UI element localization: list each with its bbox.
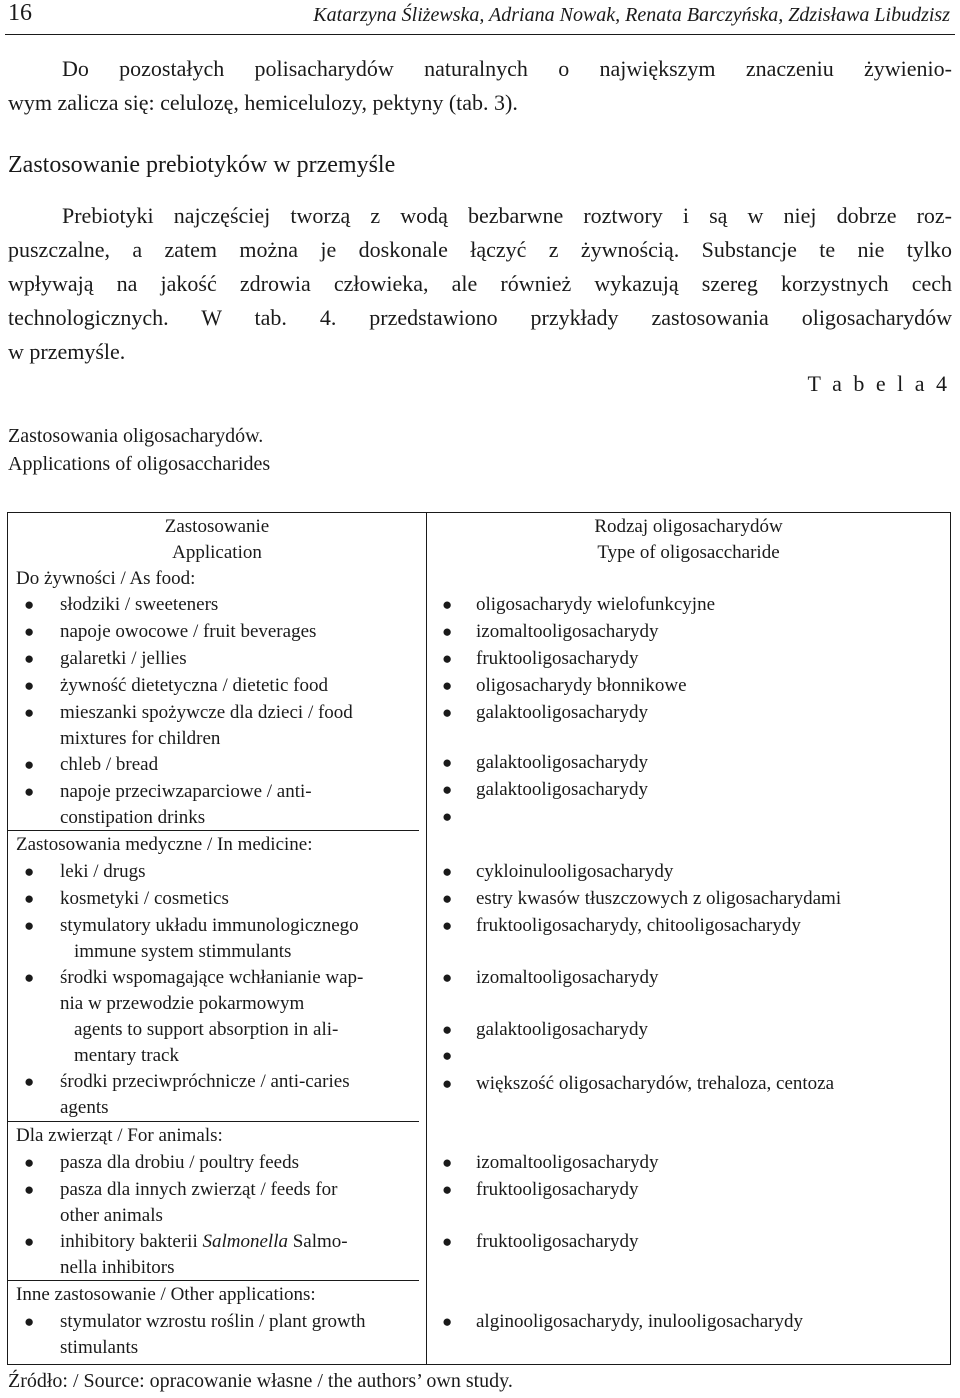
type-item: fruktooligosacharydy (476, 1231, 639, 1252)
table-source: Źródło: / Source: opracowanie własne / the authors’ own study. (8, 1370, 513, 1392)
list-item-text: inhibitory bakterii (60, 1231, 198, 1252)
bullet-icon: ● (24, 782, 35, 801)
column-header-type (427, 514, 950, 566)
type-item: izomaltooligosacharydy (476, 621, 659, 642)
intro-line-1: Do pozostałych polisacharydów naturalnych o największym znaczeniu żywienio- (62, 56, 952, 81)
list-item (60, 1229, 348, 1255)
column-header-application-pl: Zastosowanie (164, 516, 270, 537)
column-header-application (8, 514, 426, 566)
bullet-icon: ● (442, 889, 453, 908)
bullet-icon: ● (24, 862, 35, 881)
column-header-type-en: Type of oligosaccharide (597, 542, 780, 563)
bullet-icon: ● (24, 595, 35, 614)
bullet-icon: ● (24, 1232, 35, 1251)
type-item: alginooligosacharydy, inulooligosacharydy (476, 1311, 803, 1332)
bullet-icon: ● (442, 1232, 453, 1251)
list-item-continuation: agents to support absorption in ali- (74, 1019, 339, 1040)
group-heading-food: Do żywności / As food: (16, 568, 196, 589)
type-item: oligosacharydy błonnikowe (476, 675, 687, 696)
list-item: mieszanki spożywcze dla dzieci / food (60, 702, 353, 723)
section-line-2: puszczalne, a zatem można je doskonale łączyć z żywnością. Substancje te nie tylko (8, 237, 952, 262)
list-item: napoje owocowe / fruit beverages (60, 621, 317, 642)
list-item-continuation: mentary track (74, 1045, 179, 1066)
type-item: fruktooligosacharydy (476, 648, 639, 669)
bullet-icon: ● (442, 1020, 453, 1039)
list-item: galaretki / jellies (60, 648, 187, 669)
table-border-bottom (7, 1364, 951, 1365)
bullet-icon: ● (442, 1074, 453, 1093)
list-item-continuation: agents (60, 1097, 109, 1118)
bullet-icon: ● (442, 780, 453, 799)
list-item-continuation: other animals (60, 1205, 163, 1226)
table-border-right (950, 512, 951, 1365)
list-item: środki przeciwpróchnicze / anti-caries (60, 1071, 350, 1092)
type-item: galaktooligosacharydy (476, 1019, 649, 1040)
list-item-text: Salmo- (292, 1231, 348, 1252)
bullet-icon: ● (24, 755, 35, 774)
list-item: kosmetyki / cosmetics (60, 888, 229, 909)
section-line-5: w przemyśle. (8, 339, 126, 364)
bullet-icon: ● (24, 676, 35, 695)
bullet-icon: ● (442, 968, 453, 987)
bullet-icon: ● (442, 649, 453, 668)
type-item: galaktooligosacharydy (476, 779, 649, 800)
bullet-icon: ● (442, 1153, 453, 1172)
group-rule (8, 1121, 419, 1122)
bullet-icon: ● (442, 676, 453, 695)
type-item: większość oligosacharydów, trehaloza, centoza (476, 1073, 835, 1094)
intro-paragraph (8, 52, 952, 120)
bullet-icon: ● (442, 622, 453, 641)
section-paragraph (8, 199, 952, 369)
bullet-icon: ● (24, 703, 35, 722)
section-line-4: technologicznych. W tab. 4. przedstawiono przykłady zastosowania oligosacharydów (8, 305, 952, 330)
type-item: galaktooligosacharydy (476, 702, 649, 723)
bullet-icon: ● (24, 889, 35, 908)
list-item: chleb / bread (60, 754, 159, 775)
type-item: izomaltooligosacharydy (476, 967, 659, 988)
intro-line-2: wym zalicza się: celulozę, hemicelulozy, pektyny (tab. 3). (8, 90, 518, 115)
list-item: słodziki / sweeteners (60, 594, 219, 615)
section-line-1: Prebiotyki najczęściej tworzą z wodą bezbarwne roztwory i są w niej dobrze roz- (62, 203, 952, 228)
bullet-icon: ● (442, 1312, 453, 1331)
type-item: fruktooligosacharydy (476, 1179, 639, 1200)
bullet-icon: ● (24, 649, 35, 668)
bullet-icon: ● (24, 1072, 35, 1091)
bullet-icon: ● (442, 807, 453, 826)
type-item: oligosacharydy wielofunkcyjne (476, 594, 716, 615)
bullet-icon: ● (24, 968, 35, 987)
list-item-continuation: stimulants (60, 1337, 139, 1358)
group-heading-other: Inne zastosowanie / Other applications: (16, 1284, 316, 1305)
type-item: izomaltooligosacharydy (476, 1152, 659, 1173)
bullet-icon: ● (442, 1180, 453, 1199)
bullet-icon: ● (24, 1153, 35, 1172)
column-header-application-en: Application (172, 542, 262, 563)
list-item: pasza dla drobiu / poultry feeds (60, 1152, 300, 1173)
list-item-continuation: nella inhibitors (60, 1257, 175, 1278)
group-heading-medicine: Zastosowania medyczne / In medicine: (16, 834, 313, 855)
table-border-top (7, 512, 951, 513)
list-item: leki / drugs (60, 861, 146, 882)
table-caption-en: Applications of oligosaccharides (8, 453, 271, 475)
bullet-icon: ● (442, 916, 453, 935)
bullet-icon: ● (442, 753, 453, 772)
list-item-continuation: nia w przewodzie pokarmowym (60, 993, 305, 1014)
table-label: T a b e l a 4 (807, 371, 950, 396)
header-rule (5, 34, 955, 35)
list-item: żywność dietetyczna / dietetic food (60, 675, 329, 696)
bullet-icon: ● (24, 916, 35, 935)
bullet-icon: ● (442, 703, 453, 722)
type-item: estry kwasów tłuszczowych z oligosacharydami (476, 888, 842, 909)
table-caption-pl: Zastosowania oligosacharydów. (8, 425, 264, 447)
list-item-continuation: mixtures for children (60, 728, 221, 749)
bullet-icon: ● (24, 622, 35, 641)
bullet-icon: ● (24, 1312, 35, 1331)
list-item: stymulator wzrostu roślin / plant growth (60, 1311, 366, 1332)
list-item: środki wspomagające wchłanianie wap- (60, 967, 364, 988)
list-item: stymulatory układu immunologicznego (60, 915, 359, 936)
table-column-divider (426, 512, 427, 1365)
list-item-continuation: immune system stimmulants (74, 941, 292, 962)
list-item: pasza dla innych zwierząt / feeds for (60, 1179, 338, 1200)
table-border-left (7, 512, 8, 1365)
list-item: napoje przeciwzaparciowe / anti- (60, 781, 312, 802)
section-heading: Zastosowanie prebiotyków w przemyśle (8, 152, 396, 178)
page-number: 16 (8, 0, 32, 26)
bullet-icon: ● (24, 1180, 35, 1199)
column-header-type-pl: Rodzaj oligosacharydów (594, 516, 783, 537)
type-item: cykloinulooligosacharydy (476, 861, 674, 882)
type-item: fruktooligosacharydy, chitooligosacharydy (476, 915, 801, 936)
type-item: galaktooligosacharydy (476, 752, 649, 773)
section-line-3: wpływają na jakość zdrowia człowieka, ale również wykazują szereg korzystnych cech (8, 271, 952, 296)
running-header-authors: Katarzyna Śliżewska, Adriana Nowak, Renata Barczyńska, Zdzisława Libudzisz (313, 4, 950, 26)
species-name: Salmonella (202, 1231, 288, 1252)
bullet-icon: ● (442, 595, 453, 614)
group-heading-animals: Dla zwierząt / For animals: (16, 1125, 223, 1146)
list-item-continuation: constipation drinks (60, 807, 206, 828)
bullet-icon: ● (442, 1046, 453, 1065)
bullet-icon: ● (442, 862, 453, 881)
